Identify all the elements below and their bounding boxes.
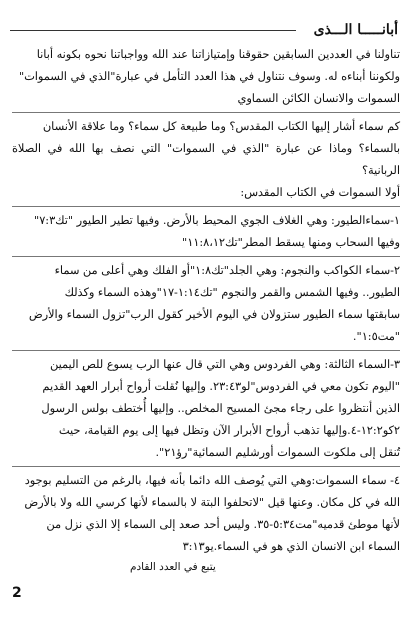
text-line: الله في كل مكان. وعنها قيل "لاتحلفوا البتة لا بالسماء لأنها كرسي الله ولا بالأرض — [24, 496, 400, 509]
paragraph-separator — [12, 350, 400, 351]
text-line: الطيور.. وفيها الشمس والقمر والنجوم "تك١:١٤-١٧"وهذه السماء وكذلك — [64, 286, 400, 299]
text-line: أولا السموات في الكتاب المقدس: — [240, 186, 400, 199]
text-line: ١-سماءالطيور: وهي الغلاف الجوي المحيط بالأرض. وفيها تطير الطيور "تك٧:٣" — [34, 214, 400, 227]
text-line: تُنقل إلى ملكوت السموات أورشليم السمائية"رؤ٢١". — [155, 446, 400, 459]
title-rule — [10, 30, 296, 31]
text-line: ٢كو١٢:٢-٤.وإليها تذهب أرواح الأبرار الآن وتظل فيها إلى يوم القيامة، حيث — [58, 424, 400, 437]
text-line: ولكوننا أبناءه له. وسوف نتناول في هذا العدد التأمل في عبارة"الذي في السموات" — [18, 70, 400, 83]
text-line: "مت١:٥". — [352, 330, 400, 343]
text-line: وفيها السحاب ومنها يسقط المطر"تك١١:٨،١٢" — [181, 236, 400, 249]
text-line: كم سماء أشار إليها الكتاب المقدس؟ وما طبيعة كل سماء؟ وما علاقة الأنسان — [42, 120, 400, 133]
continued-note: يتبع في العدد القادم — [130, 561, 216, 573]
text-line: "اليوم تكون معي في الفردوس"لو٢٣:٤٣. وإليها نُقلت أرواح أبرار العهد القديم — [42, 380, 400, 393]
text-line: بالسماء؟ وماذا عن عبارة "الذي في السموات" التي نصف بها الله في الصلاة الربانية؟ — [12, 142, 400, 177]
article-body — [12, 44, 400, 558]
paragraph-separator — [12, 206, 400, 207]
paragraph-separator — [12, 112, 400, 113]
text-line: ٢-سماء الكواكب والنجوم: وهي الجلد"تك١:٨"أو الفلك وهي أعلى من سماء — [54, 264, 400, 277]
text-line: السماء ابن الانسان الذي هو في السماء.يو٣:١٣ — [182, 540, 400, 553]
text-line: السموات والانسان الكائن السماوي — [237, 92, 400, 105]
text-line: الذين أنتظروا على رجاء مجئ المسيح المخلص.. وإليها أُختطف بولس الرسول — [41, 402, 400, 415]
text-line: ٣-السماء الثالثة: وهي الفردوس وهي التي قال عنها الرب يسوع للص اليمين — [50, 358, 400, 371]
paragraph-separator — [12, 256, 400, 257]
paragraph-separator — [12, 466, 400, 467]
footer-row — [10, 561, 406, 581]
document-page — [10, 20, 406, 632]
page-title: أبانـــــا الـــذى — [313, 22, 398, 38]
text-line: تناولنا في العددين السابقين حقوقنا وإمتيازاتنا عند الله وواجباتنا نحوه بكونه أبانا — [36, 48, 400, 61]
text-line: سابقتها سماء الطيور ستزولان في اليوم الأخير كقول الرب"تزول السماء والأرض — [28, 308, 400, 321]
text-line: لأنها موطئ قدميه"مت٥:٣٤-٣٥. وليس أحد صعد إلى السماء إلا الذي نزل من — [46, 518, 400, 531]
text-line: ٤- سماء السموات:وهي التي يُوصف الله دائما بأنه فيها، بالرغم من التسليم بوجود — [24, 474, 400, 487]
page-number: 2 — [12, 585, 22, 601]
